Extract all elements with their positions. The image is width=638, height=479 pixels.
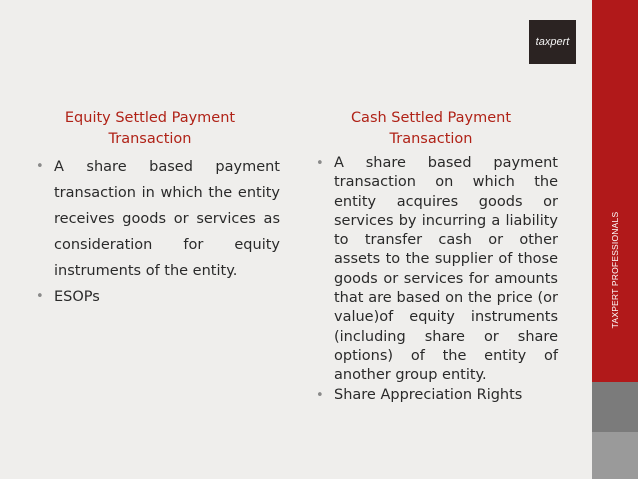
- side-bar-label: TAXPERT PROFESSIONALS: [610, 211, 620, 329]
- taxpert-logo: taxpert: [529, 20, 576, 64]
- list-item: [314, 386, 558, 405]
- list-item: [314, 154, 558, 386]
- left-heading-line1: Equity Settled Payment: [64, 110, 236, 126]
- right-heading-line1: Cash Settled Payment: [350, 110, 512, 126]
- list-item: [34, 154, 280, 284]
- right-column-heading: [322, 108, 540, 150]
- bullet-icon: •: [36, 289, 44, 304]
- list-item: [34, 284, 280, 310]
- left-bullet-list: [34, 154, 280, 310]
- bullet-text: Share Appreciation Rights: [334, 386, 523, 403]
- left-heading-line2: Transaction: [108, 131, 192, 147]
- side-bar-gray-block: [592, 382, 638, 432]
- right-heading-line2: Transaction: [389, 131, 473, 147]
- side-bar-gray-block-bottom: [592, 432, 638, 479]
- left-column-heading: [40, 108, 260, 150]
- right-bullet-list: [314, 154, 558, 405]
- bullet-icon: •: [316, 156, 324, 171]
- bullet-text: A share based payment transaction on which the entity acquires goods or services by incurring a liability to transfer cash or other assets to the supplier of those goods or services for amounts that are based on the price (or value)of equity instruments (including share or share options) of the entity of another group entity.: [334, 155, 558, 384]
- bullet-text: A share based payment transaction in which the entity receives goods or services as consideration for equity instruments of the entity.: [54, 159, 280, 279]
- bullet-text: ESOPs: [54, 289, 100, 305]
- bullet-icon: •: [316, 387, 324, 403]
- bullet-icon: •: [36, 159, 44, 174]
